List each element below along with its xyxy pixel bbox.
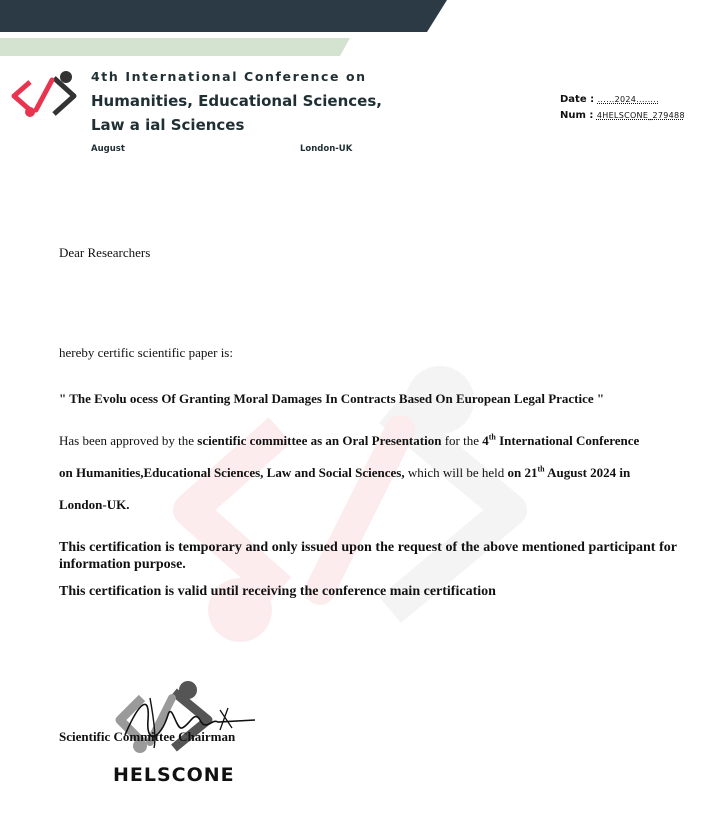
- event-location: London-UK.: [59, 497, 130, 512]
- approval-line-2: [59, 465, 630, 481]
- temporary-note: This certification is temporary and only issued upon the request of the above mentioned participant for information purpose.: [59, 540, 677, 572]
- certificate-number: [560, 110, 685, 121]
- paper-title: " The Evolu ocess Of Granting Moral Damages In Contracts Based On European Legal Practice ": [59, 391, 605, 406]
- salutation: Dear Researchers: [59, 245, 151, 260]
- conference-name: on Humanities,Educational Sciences, Law and Social Sciences,: [59, 465, 405, 480]
- conference-title-line1: 4th International Conference on: [91, 69, 367, 84]
- approval-text: which will be held: [404, 465, 508, 480]
- conference-date: August: [91, 144, 125, 154]
- conference-title-line2: Humanities, Educational Sciences,: [91, 92, 382, 110]
- date-value: ......2024........: [597, 95, 659, 104]
- approval-committee: scientific committee as an Oral Presentation: [197, 433, 442, 448]
- helscone-logo-icon: [10, 66, 82, 122]
- header-green-bar: [0, 38, 702, 56]
- approval-text: for the: [441, 433, 483, 448]
- date-label: Date :: [560, 94, 595, 105]
- event-date: on 21th August 2024 in: [507, 464, 631, 480]
- conference-location: London-UK: [300, 144, 353, 154]
- approval-line-1: [59, 433, 639, 449]
- validity-note: This certification is valid until receiving the conference main certification: [59, 584, 496, 599]
- header-dark-bar: [0, 0, 702, 32]
- certificate-date: [560, 94, 659, 105]
- organization-name: HELSCONE: [113, 764, 235, 786]
- certify-statement: hereby certific scientific paper is:: [59, 345, 233, 360]
- approval-text: Has been approved by the: [59, 433, 198, 448]
- num-label: Num :: [560, 110, 594, 121]
- conference-title-line3: Law a ial Sciences: [91, 116, 245, 134]
- conference-ordinal: 4th International Conference: [482, 432, 640, 448]
- num-value: 4HELSCONE_279488: [596, 111, 685, 120]
- chairman-label: Scientific Committee Chairman: [59, 729, 236, 744]
